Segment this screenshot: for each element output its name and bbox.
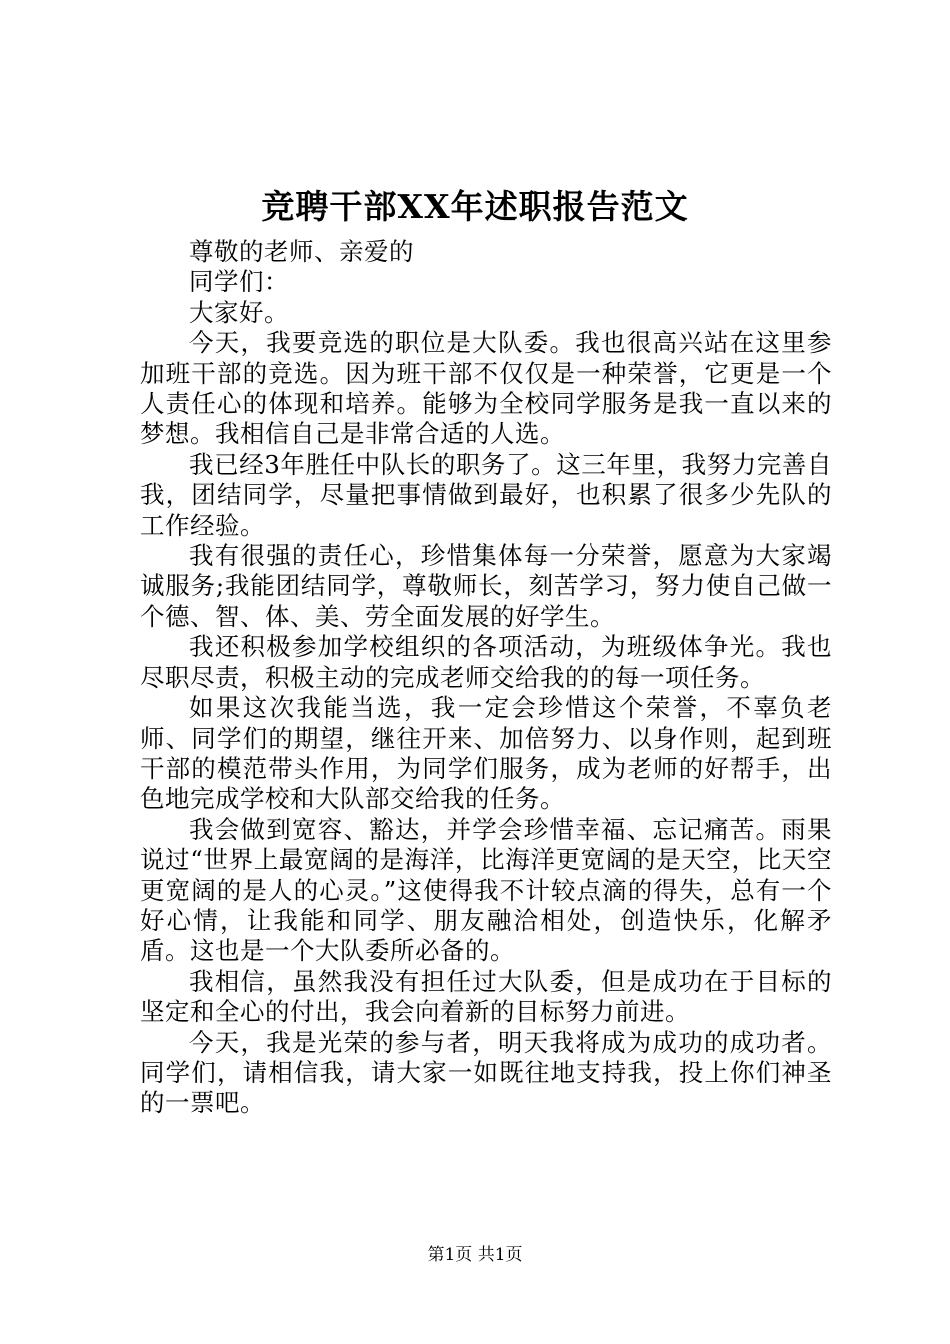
- greeting-line-2: 同学们：: [189, 267, 289, 297]
- body-paragraph: 今天，我要竞选的职位是大队委。我也很高兴站在这里参加班干部的竞选。因为班干部不仅仅是一种荣誉，它更是一个人责任心的体现和培养。能够为全校同学服务是我一直以来的梦想。我相信自己是非常合适的人选。: [140, 328, 832, 449]
- body-paragraph: 我会做到宽容、豁达，并学会珍惜幸福、忘记痛苦。雨果说过“世界上最宽阔的是海洋，比海洋更宽阔的是天空，比天空更宽阔的是人的心灵。”这使得我不计较点滴的得失，总有一个好心情，让我能和同学、朋友融洽相处，创造快乐，化解矛盾。这也是一个大队委所必备的。: [140, 814, 832, 966]
- greeting-line-1: 尊敬的老师、亲爱的: [189, 237, 414, 266]
- body-paragraph: 我相信，虽然我没有担任过大队委，但是成功在于目标的坚定和全心的付出，我会向着新的目标努力前进。: [140, 966, 832, 1027]
- greeting-line-3: 大家好。: [189, 297, 289, 327]
- body-paragraph: 我已经3年胜任中队长的职务了。这三年里，我努力完善自我，团结同学，尽量把事情做到最好，也积累了很多少先队的工作经验。: [140, 449, 832, 540]
- body-paragraph: 如果这次我能当选，我一定会珍惜这个荣誉，不辜负老师、同学们的期望，继往开来、加倍努力、以身作则，起到班干部的模范带头作用，为同学们服务，成为老师的好帮手，出色地完成学校和大队部交给我的任务。: [140, 693, 832, 814]
- document-body: [140, 237, 832, 1119]
- body-paragraph: 我有很强的责任心，珍惜集体每一分荣誉，愿意为大家竭诚服务;我能团结同学，尊敬师长，刻苦学习，努力使自己做一个德、智、体、美、劳全面发展的好学生。: [140, 541, 832, 631]
- body-paragraph: 我还积极参加学校组织的各项活动，为班级体争光。我也尽职尽责，积极主动的完成老师交给我的的每一项任务。: [140, 632, 832, 692]
- closing-paragraph: 今天，我是光荣的参与者，明天我将成为成功的成功者。同学们，请相信我，请大家一如既往地支持我，投上你们神圣的一票吧。: [140, 1027, 832, 1118]
- page-footer: 第1页 共1页: [427, 1245, 523, 1265]
- document-title: 竞聘干部XX年述职报告范文: [261, 187, 689, 226]
